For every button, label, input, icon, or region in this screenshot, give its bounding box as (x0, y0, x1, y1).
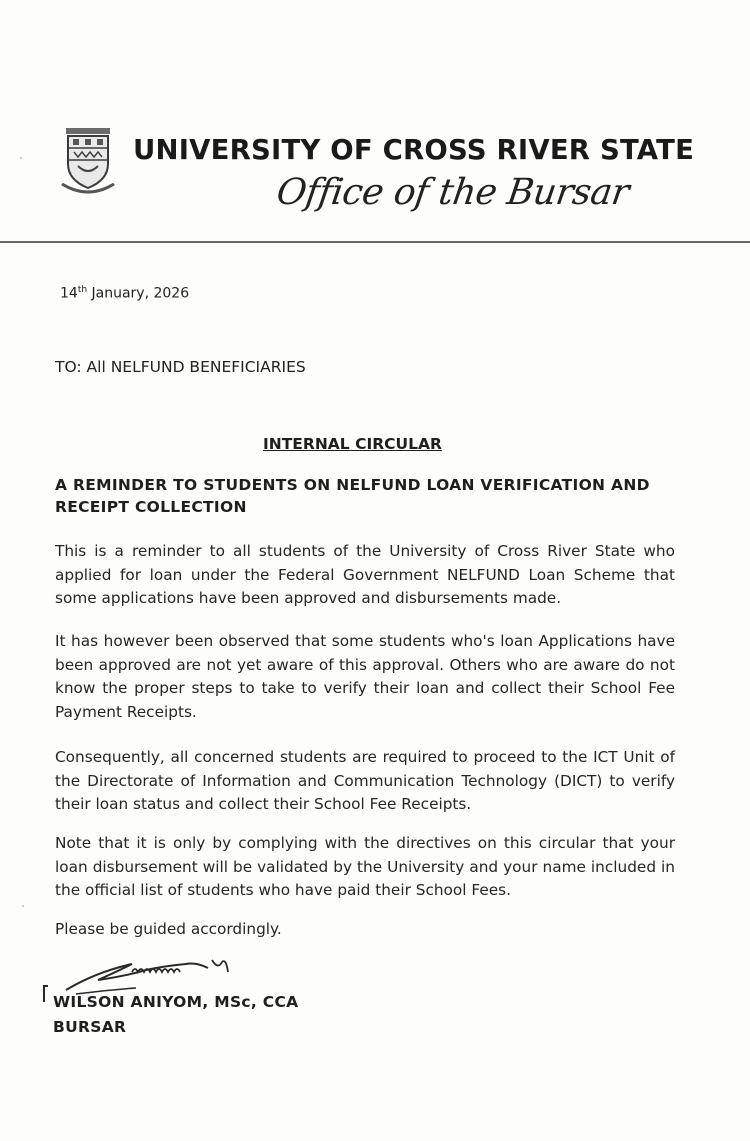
office-name: Office of the Bursar (274, 172, 632, 213)
recipient-line: TO: All NELFUND BENEFICIARIES (55, 358, 306, 376)
date-suffix: th (77, 285, 88, 295)
body-paragraph-4: Note that it is only by complying with the directives on this circular that your loan disbursement will be validated by the University and your name included in the official list of students who have paid their School Fees. (55, 834, 675, 899)
letter-date (60, 285, 189, 302)
header-divider (0, 241, 750, 243)
university-crest-icon (60, 126, 116, 196)
body-paragraph-3: Consequently, all concerned students are required to proceed to the ICT Unit of the Directorate of Information and Communication Technology (DICT) to verify their loan status and collect their School Fee Receipts. (55, 748, 675, 813)
subject-heading: A REMINDER TO STUDENTS ON NELFUND LOAN VERIFICATION AND RECEIPT COLLECTION (55, 476, 650, 516)
circular-title: INTERNAL CIRCULAR (263, 435, 442, 453)
institution-name: UNIVERSITY OF CROSS RIVER STATE (133, 134, 695, 166)
closing-line: Please be guided accordingly. (55, 920, 282, 938)
scan-speck (20, 157, 22, 159)
date-day: 14 (60, 285, 78, 302)
body-paragraph-1: This is a reminder to all students of the University of Cross River State who applied for loan under the Federal Government NELFUND Loan Scheme that some applications have been approved and disbursements made. (55, 542, 675, 607)
signatory-name: WILSON ANIYOM, MSc, CCA (53, 993, 299, 1011)
body-paragraph-2: It has however been observed that some students who's loan Applications have been approved are not yet aware of this approval. Others who are aware do not know the proper steps to take to verify their loan and collect their School Fee Payment Receipts. (55, 632, 675, 721)
date-rest: January, 2026 (87, 285, 190, 302)
signatory-title: BURSAR (53, 1018, 127, 1036)
scan-speck (22, 905, 24, 907)
